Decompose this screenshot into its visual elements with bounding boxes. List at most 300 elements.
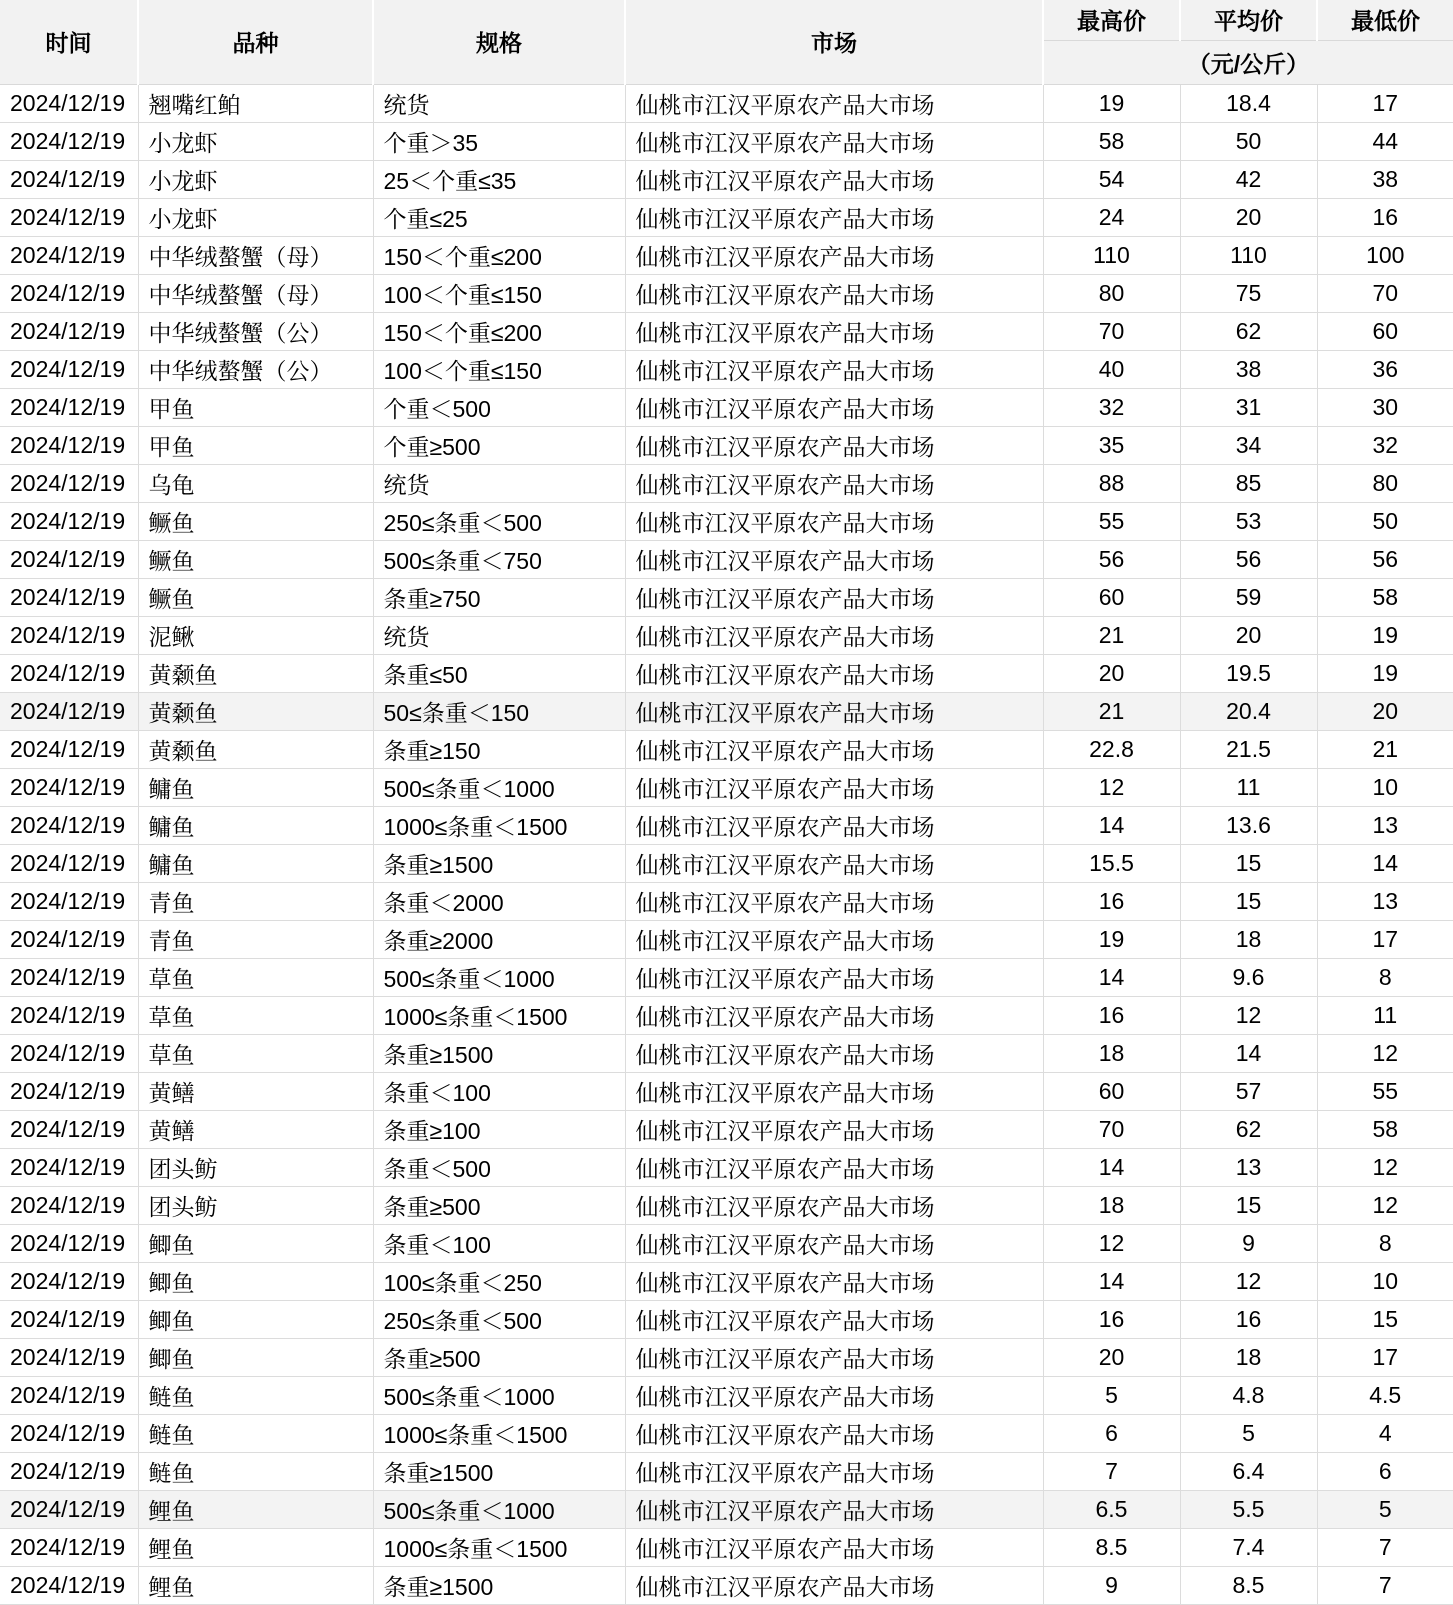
cell-market: 仙桃市江汉平原农产品大市场 <box>625 122 1043 160</box>
cell-high: 16 <box>1043 882 1180 920</box>
cell-variety: 翘嘴红鲌 <box>138 84 373 122</box>
table-row <box>0 1566 1453 1604</box>
table-row <box>0 1452 1453 1490</box>
cell-time: 2024/12/19 <box>0 198 138 236</box>
cell-variety: 团头鲂 <box>138 1186 373 1224</box>
cell-variety: 黄鳝 <box>138 1110 373 1148</box>
cell-time: 2024/12/19 <box>0 122 138 160</box>
cell-market: 仙桃市江汉平原农产品大市场 <box>625 236 1043 274</box>
cell-low: 10 <box>1317 1262 1453 1300</box>
table-row <box>0 1414 1453 1452</box>
cell-market: 仙桃市江汉平原农产品大市场 <box>625 958 1043 996</box>
cell-avg: 20 <box>1180 616 1317 654</box>
cell-avg: 18.4 <box>1180 84 1317 122</box>
cell-time: 2024/12/19 <box>0 1376 138 1414</box>
cell-time: 2024/12/19 <box>0 388 138 426</box>
cell-avg: 9 <box>1180 1224 1317 1262</box>
cell-spec: 条重≤50 <box>373 654 625 692</box>
cell-high: 14 <box>1043 1148 1180 1186</box>
cell-low: 19 <box>1317 654 1453 692</box>
cell-avg: 15 <box>1180 1186 1317 1224</box>
col-header-low: 最低价 <box>1317 0 1453 40</box>
table-row <box>0 730 1453 768</box>
cell-market: 仙桃市江汉平原农产品大市场 <box>625 1452 1043 1490</box>
cell-avg: 34 <box>1180 426 1317 464</box>
cell-low: 21 <box>1317 730 1453 768</box>
cell-high: 55 <box>1043 502 1180 540</box>
cell-high: 21 <box>1043 616 1180 654</box>
cell-avg: 21.5 <box>1180 730 1317 768</box>
col-header-variety: 品种 <box>138 0 373 84</box>
cell-spec: 条重≥1500 <box>373 1566 625 1604</box>
cell-time: 2024/12/19 <box>0 312 138 350</box>
table-row <box>0 198 1453 236</box>
cell-high: 18 <box>1043 1186 1180 1224</box>
cell-spec: 500≤条重＜1000 <box>373 1490 625 1528</box>
cell-variety: 鲫鱼 <box>138 1338 373 1376</box>
table-row <box>0 1376 1453 1414</box>
cell-spec: 100＜个重≤150 <box>373 350 625 388</box>
table-row <box>0 958 1453 996</box>
cell-high: 18 <box>1043 1034 1180 1072</box>
cell-high: 40 <box>1043 350 1180 388</box>
cell-high: 14 <box>1043 806 1180 844</box>
cell-market: 仙桃市江汉平原农产品大市场 <box>625 540 1043 578</box>
cell-low: 17 <box>1317 84 1453 122</box>
cell-variety: 中华绒螯蟹（公） <box>138 350 373 388</box>
cell-variety: 鲢鱼 <box>138 1376 373 1414</box>
cell-time: 2024/12/19 <box>0 274 138 312</box>
cell-low: 12 <box>1317 1186 1453 1224</box>
table-row <box>0 692 1453 730</box>
cell-high: 20 <box>1043 1338 1180 1376</box>
cell-high: 70 <box>1043 1110 1180 1148</box>
cell-high: 14 <box>1043 958 1180 996</box>
cell-avg: 75 <box>1180 274 1317 312</box>
cell-spec: 条重＜2000 <box>373 882 625 920</box>
cell-variety: 草鱼 <box>138 958 373 996</box>
table-row <box>0 1072 1453 1110</box>
col-header-market: 市场 <box>625 0 1043 84</box>
cell-avg: 14 <box>1180 1034 1317 1072</box>
cell-time: 2024/12/19 <box>0 1186 138 1224</box>
cell-avg: 16 <box>1180 1300 1317 1338</box>
cell-avg: 50 <box>1180 122 1317 160</box>
cell-high: 12 <box>1043 1224 1180 1262</box>
table-row <box>0 654 1453 692</box>
cell-market: 仙桃市江汉平原农产品大市场 <box>625 920 1043 958</box>
cell-market: 仙桃市江汉平原农产品大市场 <box>625 1566 1043 1604</box>
cell-high: 6.5 <box>1043 1490 1180 1528</box>
cell-market: 仙桃市江汉平原农产品大市场 <box>625 426 1043 464</box>
cell-low: 17 <box>1317 920 1453 958</box>
cell-low: 4.5 <box>1317 1376 1453 1414</box>
cell-spec: 100≤条重＜250 <box>373 1262 625 1300</box>
cell-spec: 条重＜100 <box>373 1224 625 1262</box>
cell-high: 58 <box>1043 122 1180 160</box>
cell-variety: 鲫鱼 <box>138 1224 373 1262</box>
cell-spec: 25＜个重≤35 <box>373 160 625 198</box>
cell-spec: 条重＜500 <box>373 1148 625 1186</box>
cell-avg: 9.6 <box>1180 958 1317 996</box>
cell-spec: 条重≥500 <box>373 1338 625 1376</box>
cell-variety: 黄颡鱼 <box>138 730 373 768</box>
cell-variety: 甲鱼 <box>138 426 373 464</box>
cell-time: 2024/12/19 <box>0 616 138 654</box>
cell-market: 仙桃市江汉平原农产品大市场 <box>625 350 1043 388</box>
table-row <box>0 1186 1453 1224</box>
table-row <box>0 616 1453 654</box>
cell-time: 2024/12/19 <box>0 1338 138 1376</box>
cell-low: 14 <box>1317 844 1453 882</box>
cell-low: 7 <box>1317 1566 1453 1604</box>
cell-high: 5 <box>1043 1376 1180 1414</box>
table-row <box>0 882 1453 920</box>
cell-time: 2024/12/19 <box>0 1224 138 1262</box>
cell-high: 70 <box>1043 312 1180 350</box>
cell-low: 58 <box>1317 1110 1453 1148</box>
cell-time: 2024/12/19 <box>0 540 138 578</box>
cell-time: 2024/12/19 <box>0 920 138 958</box>
cell-avg: 6.4 <box>1180 1452 1317 1490</box>
cell-avg: 13.6 <box>1180 806 1317 844</box>
table-row <box>0 844 1453 882</box>
table-row <box>0 806 1453 844</box>
cell-market: 仙桃市江汉平原农产品大市场 <box>625 1490 1043 1528</box>
cell-time: 2024/12/19 <box>0 1262 138 1300</box>
cell-avg: 53 <box>1180 502 1317 540</box>
cell-time: 2024/12/19 <box>0 502 138 540</box>
cell-spec: 500≤条重＜750 <box>373 540 625 578</box>
cell-spec: 统货 <box>373 84 625 122</box>
cell-market: 仙桃市江汉平原农产品大市场 <box>625 198 1043 236</box>
cell-time: 2024/12/19 <box>0 1566 138 1604</box>
cell-time: 2024/12/19 <box>0 996 138 1034</box>
cell-high: 60 <box>1043 1072 1180 1110</box>
cell-variety: 黄颡鱼 <box>138 692 373 730</box>
cell-spec: 1000≤条重＜1500 <box>373 1414 625 1452</box>
table-row <box>0 1034 1453 1072</box>
cell-spec: 条重≥1500 <box>373 1452 625 1490</box>
cell-low: 4 <box>1317 1414 1453 1452</box>
cell-low: 32 <box>1317 426 1453 464</box>
cell-variety: 中华绒螯蟹（公） <box>138 312 373 350</box>
cell-spec: 条重≥500 <box>373 1186 625 1224</box>
cell-variety: 黄颡鱼 <box>138 654 373 692</box>
cell-spec: 统货 <box>373 616 625 654</box>
cell-low: 5 <box>1317 1490 1453 1528</box>
cell-time: 2024/12/19 <box>0 1148 138 1186</box>
cell-high: 60 <box>1043 578 1180 616</box>
table-row <box>0 768 1453 806</box>
cell-spec: 条重≥750 <box>373 578 625 616</box>
cell-avg: 15 <box>1180 844 1317 882</box>
cell-time: 2024/12/19 <box>0 84 138 122</box>
cell-low: 10 <box>1317 768 1453 806</box>
cell-low: 58 <box>1317 578 1453 616</box>
table-row <box>0 1262 1453 1300</box>
cell-avg: 8.5 <box>1180 1566 1317 1604</box>
cell-avg: 56 <box>1180 540 1317 578</box>
cell-variety: 黄鳝 <box>138 1072 373 1110</box>
cell-high: 88 <box>1043 464 1180 502</box>
cell-time: 2024/12/19 <box>0 1528 138 1566</box>
cell-high: 20 <box>1043 654 1180 692</box>
cell-high: 8.5 <box>1043 1528 1180 1566</box>
cell-market: 仙桃市江汉平原农产品大市场 <box>625 1034 1043 1072</box>
cell-market: 仙桃市江汉平原农产品大市场 <box>625 1528 1043 1566</box>
cell-high: 12 <box>1043 768 1180 806</box>
cell-spec: 个重＜500 <box>373 388 625 426</box>
cell-market: 仙桃市江汉平原农产品大市场 <box>625 1262 1043 1300</box>
cell-time: 2024/12/19 <box>0 768 138 806</box>
cell-time: 2024/12/19 <box>0 1490 138 1528</box>
cell-spec: 条重≥2000 <box>373 920 625 958</box>
cell-market: 仙桃市江汉平原农产品大市场 <box>625 160 1043 198</box>
cell-time: 2024/12/19 <box>0 1452 138 1490</box>
cell-time: 2024/12/19 <box>0 426 138 464</box>
cell-high: 56 <box>1043 540 1180 578</box>
cell-time: 2024/12/19 <box>0 692 138 730</box>
cell-avg: 18 <box>1180 1338 1317 1376</box>
cell-spec: 150＜个重≤200 <box>373 312 625 350</box>
cell-avg: 15 <box>1180 882 1317 920</box>
cell-avg: 42 <box>1180 160 1317 198</box>
cell-high: 9 <box>1043 1566 1180 1604</box>
cell-time: 2024/12/19 <box>0 654 138 692</box>
unit-header: （元/公斤） <box>1043 40 1453 84</box>
cell-variety: 鳙鱼 <box>138 844 373 882</box>
cell-time: 2024/12/19 <box>0 1072 138 1110</box>
table-row <box>0 160 1453 198</box>
cell-spec: 条重≥1500 <box>373 844 625 882</box>
table-row <box>0 274 1453 312</box>
cell-market: 仙桃市江汉平原农产品大市场 <box>625 1186 1043 1224</box>
cell-low: 36 <box>1317 350 1453 388</box>
table-row <box>0 388 1453 426</box>
cell-spec: 1000≤条重＜1500 <box>373 1528 625 1566</box>
cell-avg: 12 <box>1180 1262 1317 1300</box>
cell-variety: 草鱼 <box>138 1034 373 1072</box>
cell-time: 2024/12/19 <box>0 160 138 198</box>
cell-high: 24 <box>1043 198 1180 236</box>
cell-variety: 鳜鱼 <box>138 540 373 578</box>
cell-time: 2024/12/19 <box>0 1034 138 1072</box>
cell-avg: 5 <box>1180 1414 1317 1452</box>
cell-variety: 鲤鱼 <box>138 1490 373 1528</box>
cell-variety: 鳜鱼 <box>138 502 373 540</box>
cell-spec: 500≤条重＜1000 <box>373 1376 625 1414</box>
cell-variety: 乌龟 <box>138 464 373 502</box>
cell-avg: 110 <box>1180 236 1317 274</box>
table-row <box>0 920 1453 958</box>
cell-variety: 鲤鱼 <box>138 1528 373 1566</box>
table-row <box>0 502 1453 540</box>
table-row <box>0 1490 1453 1528</box>
cell-market: 仙桃市江汉平原农产品大市场 <box>625 578 1043 616</box>
cell-low: 7 <box>1317 1528 1453 1566</box>
cell-low: 11 <box>1317 996 1453 1034</box>
cell-variety: 鳜鱼 <box>138 578 373 616</box>
cell-market: 仙桃市江汉平原农产品大市场 <box>625 730 1043 768</box>
cell-low: 30 <box>1317 388 1453 426</box>
cell-market: 仙桃市江汉平原农产品大市场 <box>625 84 1043 122</box>
cell-low: 55 <box>1317 1072 1453 1110</box>
cell-spec: 1000≤条重＜1500 <box>373 806 625 844</box>
cell-avg: 19.5 <box>1180 654 1317 692</box>
cell-market: 仙桃市江汉平原农产品大市场 <box>625 692 1043 730</box>
cell-high: 54 <box>1043 160 1180 198</box>
cell-avg: 31 <box>1180 388 1317 426</box>
cell-spec: 50≤条重＜150 <box>373 692 625 730</box>
cell-low: 56 <box>1317 540 1453 578</box>
cell-time: 2024/12/19 <box>0 236 138 274</box>
cell-spec: 条重≥100 <box>373 1110 625 1148</box>
cell-variety: 鳙鱼 <box>138 806 373 844</box>
col-header-spec: 规格 <box>373 0 625 84</box>
cell-variety: 鲫鱼 <box>138 1300 373 1338</box>
col-header-time: 时间 <box>0 0 138 84</box>
table-row <box>0 1528 1453 1566</box>
cell-time: 2024/12/19 <box>0 578 138 616</box>
cell-low: 60 <box>1317 312 1453 350</box>
cell-spec: 条重≥1500 <box>373 1034 625 1072</box>
cell-avg: 57 <box>1180 1072 1317 1110</box>
cell-low: 19 <box>1317 616 1453 654</box>
cell-time: 2024/12/19 <box>0 1110 138 1148</box>
cell-variety: 小龙虾 <box>138 160 373 198</box>
cell-high: 7 <box>1043 1452 1180 1490</box>
table-row <box>0 1224 1453 1262</box>
cell-market: 仙桃市江汉平原农产品大市场 <box>625 882 1043 920</box>
cell-variety: 甲鱼 <box>138 388 373 426</box>
table-row <box>0 996 1453 1034</box>
cell-spec: 个重＞35 <box>373 122 625 160</box>
table-row <box>0 1300 1453 1338</box>
cell-spec: 统货 <box>373 464 625 502</box>
cell-high: 6 <box>1043 1414 1180 1452</box>
cell-low: 15 <box>1317 1300 1453 1338</box>
cell-high: 16 <box>1043 996 1180 1034</box>
cell-time: 2024/12/19 <box>0 730 138 768</box>
col-header-avg: 平均价 <box>1180 0 1317 40</box>
cell-variety: 草鱼 <box>138 996 373 1034</box>
cell-spec: 500≤条重＜1000 <box>373 958 625 996</box>
cell-time: 2024/12/19 <box>0 882 138 920</box>
cell-avg: 13 <box>1180 1148 1317 1186</box>
table-row <box>0 236 1453 274</box>
cell-low: 38 <box>1317 160 1453 198</box>
cell-spec: 250≤条重＜500 <box>373 1300 625 1338</box>
cell-high: 110 <box>1043 236 1180 274</box>
cell-low: 12 <box>1317 1148 1453 1186</box>
cell-avg: 38 <box>1180 350 1317 388</box>
cell-variety: 鳙鱼 <box>138 768 373 806</box>
cell-low: 50 <box>1317 502 1453 540</box>
table-header <box>0 0 1453 84</box>
cell-market: 仙桃市江汉平原农产品大市场 <box>625 274 1043 312</box>
table-row <box>0 464 1453 502</box>
cell-market: 仙桃市江汉平原农产品大市场 <box>625 1110 1043 1148</box>
cell-market: 仙桃市江汉平原农产品大市场 <box>625 844 1043 882</box>
cell-market: 仙桃市江汉平原农产品大市场 <box>625 1072 1043 1110</box>
cell-market: 仙桃市江汉平原农产品大市场 <box>625 388 1043 426</box>
cell-spec: 条重＜100 <box>373 1072 625 1110</box>
cell-time: 2024/12/19 <box>0 1300 138 1338</box>
table-row <box>0 312 1453 350</box>
header-row-labels <box>0 0 1453 40</box>
table-row <box>0 578 1453 616</box>
cell-variety: 鲫鱼 <box>138 1262 373 1300</box>
cell-time: 2024/12/19 <box>0 464 138 502</box>
cell-market: 仙桃市江汉平原农产品大市场 <box>625 464 1043 502</box>
cell-low: 6 <box>1317 1452 1453 1490</box>
cell-market: 仙桃市江汉平原农产品大市场 <box>625 1300 1043 1338</box>
cell-market: 仙桃市江汉平原农产品大市场 <box>625 1338 1043 1376</box>
cell-market: 仙桃市江汉平原农产品大市场 <box>625 616 1043 654</box>
cell-high: 32 <box>1043 388 1180 426</box>
cell-avg: 4.8 <box>1180 1376 1317 1414</box>
cell-high: 15.5 <box>1043 844 1180 882</box>
cell-time: 2024/12/19 <box>0 806 138 844</box>
cell-high: 14 <box>1043 1262 1180 1300</box>
cell-market: 仙桃市江汉平原农产品大市场 <box>625 996 1043 1034</box>
cell-high: 80 <box>1043 274 1180 312</box>
cell-low: 17 <box>1317 1338 1453 1376</box>
cell-high: 16 <box>1043 1300 1180 1338</box>
cell-low: 8 <box>1317 958 1453 996</box>
cell-variety: 小龙虾 <box>138 122 373 160</box>
cell-avg: 7.4 <box>1180 1528 1317 1566</box>
cell-market: 仙桃市江汉平原农产品大市场 <box>625 312 1043 350</box>
cell-market: 仙桃市江汉平原农产品大市场 <box>625 1376 1043 1414</box>
cell-spec: 个重≥500 <box>373 426 625 464</box>
cell-time: 2024/12/19 <box>0 1414 138 1452</box>
cell-avg: 59 <box>1180 578 1317 616</box>
cell-market: 仙桃市江汉平原农产品大市场 <box>625 502 1043 540</box>
cell-variety: 鲢鱼 <box>138 1414 373 1452</box>
cell-market: 仙桃市江汉平原农产品大市场 <box>625 1148 1043 1186</box>
cell-spec: 1000≤条重＜1500 <box>373 996 625 1034</box>
cell-spec: 250≤条重＜500 <box>373 502 625 540</box>
cell-avg: 20 <box>1180 198 1317 236</box>
cell-variety: 青鱼 <box>138 920 373 958</box>
cell-spec: 个重≤25 <box>373 198 625 236</box>
cell-market: 仙桃市江汉平原农产品大市场 <box>625 1414 1043 1452</box>
cell-avg: 85 <box>1180 464 1317 502</box>
cell-market: 仙桃市江汉平原农产品大市场 <box>625 806 1043 844</box>
cell-low: 70 <box>1317 274 1453 312</box>
cell-avg: 62 <box>1180 312 1317 350</box>
table-row <box>0 540 1453 578</box>
cell-market: 仙桃市江汉平原农产品大市场 <box>625 1224 1043 1262</box>
cell-high: 19 <box>1043 84 1180 122</box>
table-body <box>0 84 1453 1604</box>
cell-variety: 中华绒螯蟹（母） <box>138 274 373 312</box>
cell-spec: 100＜个重≤150 <box>373 274 625 312</box>
cell-variety: 中华绒螯蟹（母） <box>138 236 373 274</box>
cell-variety: 小龙虾 <box>138 198 373 236</box>
cell-time: 2024/12/19 <box>0 958 138 996</box>
cell-high: 19 <box>1043 920 1180 958</box>
cell-variety: 泥鳅 <box>138 616 373 654</box>
cell-low: 44 <box>1317 122 1453 160</box>
table-row <box>0 1338 1453 1376</box>
cell-variety: 青鱼 <box>138 882 373 920</box>
col-header-high: 最高价 <box>1043 0 1180 40</box>
table-row <box>0 84 1453 122</box>
table-row <box>0 1110 1453 1148</box>
